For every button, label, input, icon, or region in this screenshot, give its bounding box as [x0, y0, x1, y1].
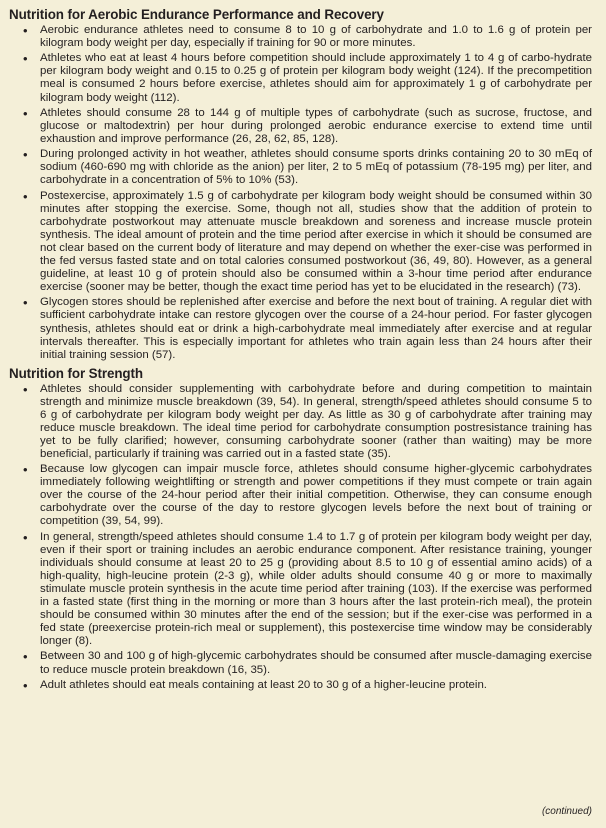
- list-item: • Athletes should consume 28 to 144 g of multiple types of carbohydrate (such as sucrose, fructose, and glucose or maltodextrin) per hour during prolonged aerobic endurance exercise to extend time until exhaustion and improve performance (26, 28, 62, 85, 128).: [9, 107, 592, 146]
- list-item: • Athletes who eat at least 4 hours before competition should include approximately 1 to 4 g of carbo-hydrate per kilogram body weight and 0.15 to 0.25 g of protein per kilogram body weight (124). If the precompetition meal is consumed 2 hours before exercise, athletes should aim for approximately 1 g of carbohydrate per kilogram body weight (112).: [9, 52, 592, 104]
- section-aerobic-endurance: [9, 6, 592, 362]
- continued-note: (continued): [541, 806, 592, 817]
- list-item: • Between 30 and 100 g of high-glycemic carbohydrates should be consumed after muscle-damaging exercise to reduce muscle protein breakdown (16, 35).: [9, 650, 592, 676]
- bullet-list: [9, 24, 592, 362]
- bullet-list: [9, 383, 592, 692]
- section-heading: Nutrition for Strength: [9, 365, 143, 381]
- section-heading: Nutrition for Aerobic Endurance Performance and Recovery: [9, 7, 384, 22]
- section-strength: [9, 365, 592, 692]
- list-item: • Athletes should consider supplementing with carbohydrate before and during competition to maintain strength and minimize muscle breakdown (39, 54). In general, strength/speed athletes should consume 5 to 6 g of carbohydrate per kilogram body weight per day. As little as 30 g of carbohydrate after training may reduce muscle breakdown. The ideal time period for carbohydrate consumption postresistance training has yet to be fully clarified; however, consuming carbohydrate sooner (rather than waiting) may be more beneficial, particularly if training was carried out in a fasted state (35).: [9, 383, 592, 461]
- list-item: • Aerobic endurance athletes need to consume 8 to 10 g of carbohydrate and 1.0 to 1.6 g of protein per kilogram body weight per day, especially if training for 90 or more minutes.: [9, 24, 592, 50]
- list-item: • Postexercise, approximately 1.5 g of carbohydrate per kilogram body weight should be consumed within 30 minutes after stopping the exercise. Some, though not all, studies show that the addition of protein to carbohydrate postworkout may attenuate muscle breakdown and soreness and increase muscle protein synthesis. The ideal amount of protein and the time period after exercise in which it should be consumed are not clear based on the current body of literature and may depend on whether the exer-cise was performed in the fed versus fasted state and on total calories consumed postworkout (36, 49, 80). However, as a general guideline, at least 10 g of protein should also be consumed within a 3-hour time period after endurance exercise (sooner may be better, though the exact time period has yet to be elucidated in the research) (73).: [9, 190, 592, 294]
- list-item: • Glycogen stores should be replenished after exercise and before the next bout of training. A regular diet with sufficient carbohydrate intake can restore glycogen over the course of a 24-hour period. For faster glycogen synthesis, athletes should eat or drink a high-carbohydrate meal immediately after exercise and at regular intervals thereafter. This is especially important for athletes who train again less than 24 hours after their initial training session (57).: [9, 296, 592, 361]
- list-item: • Adult athletes should eat meals containing at least 20 to 30 g of a higher-leucine protein.: [9, 679, 592, 692]
- list-item: • During prolonged activity in hot weather, athletes should consume sports drinks containing 20 to 30 mEq of sodium (460-690 mg with chloride as the anion) per liter, 2 to 5 mEq of potassium (78-195 mg) per liter, and carbohydrate in a concentration of 5% to 10% (53).: [9, 148, 592, 187]
- list-item: • Because low glycogen can impair muscle force, athletes should consume higher-glycemic carbohydrates immediately following weightlifting or strength and power competitions if they must compete or train again over the course of the 24-hour period after their initial competition. Otherwise, they can consume enough carbohydrate over the course of the day to restore glycogen levels before the next bout of training or competition (39, 54, 99).: [9, 463, 592, 528]
- list-item: • In general, strength/speed athletes should consume 1.4 to 1.7 g of protein per kilogram body weight per day, even if their sport or training includes an aerobic endurance component. After resistance training, younger individuals should consume at least 20 to 25 g (providing about 8.5 to 10 g of essential amino acids) of a high-quality, high-leucine protein (2-3 g), while older adults should consume 40 g or more to maximally stimulate muscle protein synthesis in the acute time period after training (103). If the exercise was performed in a fasted state (first thing in the morning or more than 3 hours after the last protein-rich meal), the protein should be consumed within 30 minutes after the end of the session; but if the exer-cise was performed in a fed state (preexercise protein-rich meal or supplement), this postexercise time window may be considerably longer (8).: [9, 531, 592, 648]
